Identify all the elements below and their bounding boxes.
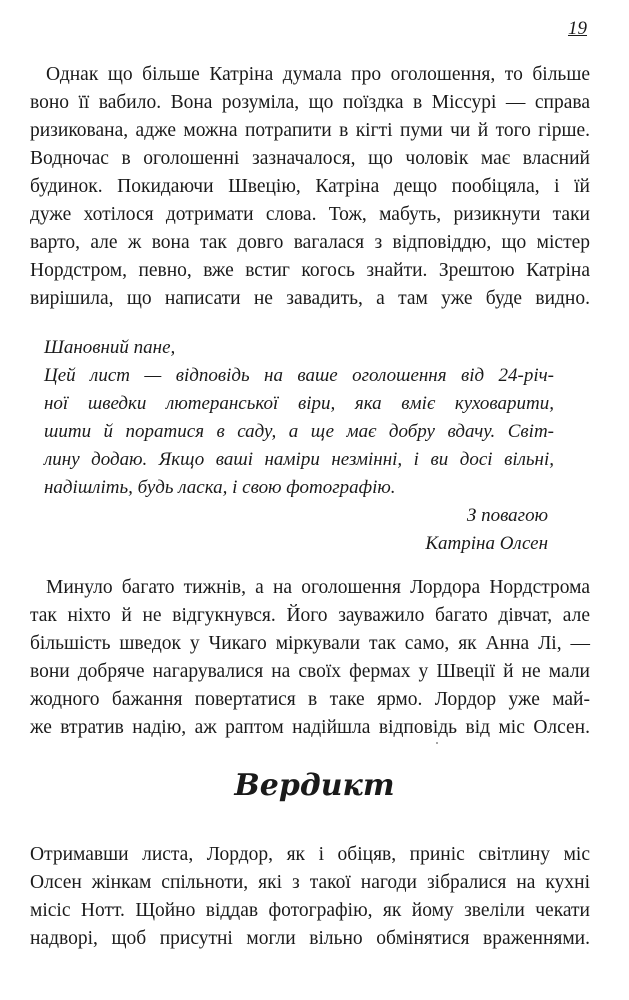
paragraph-2 bbox=[30, 574, 590, 742]
letter-line: шити й поратися в саду, а ще має добру вдачу. Світ- bbox=[44, 421, 554, 442]
page-number: 19 bbox=[568, 18, 587, 39]
text-line: так ніхто й не відгукнувся. Його зауважило багато дівчат, але bbox=[30, 605, 590, 626]
text-line: варто, але ж вона так довго вагалася з відповіддю, що містер bbox=[30, 232, 590, 253]
text-line: Отримавши листа, Лордор, як і обіцяв, приніс світлину міс bbox=[30, 844, 590, 865]
text-line: вони добряче нагарувалися на своїх фермах у Швеції й не мали bbox=[30, 661, 590, 682]
letter-line: Цей лист — відповідь на ваше оголошення від 24-річ- bbox=[44, 365, 554, 386]
section-heading: Вердикт bbox=[234, 768, 395, 803]
text-line: місіс Нотт. Щойно віддав фотографію, як йому звеліли чекати bbox=[30, 900, 590, 921]
text-line: же втратив надію, аж раптом надійшла відповідь від міс Олсен. bbox=[30, 717, 590, 738]
letter-line: ної шведки лютеранської віри, яка вміє куховарити, bbox=[44, 393, 554, 414]
text-line: жодного бажання повертатися в таке ярмо. Лордор уже май- bbox=[30, 689, 590, 710]
letter-block bbox=[44, 334, 554, 558]
print-speck bbox=[436, 742, 438, 744]
text-line: дуже хотілося дотримати слова. Тож, мабуть, ризикнути таки bbox=[30, 204, 590, 225]
text-line: Водночас в оголошенні зазначалося, що чоловік має власний bbox=[30, 148, 590, 169]
text-line: ризикована, адже можна потрапити в кігті пуми чи й того гірше. bbox=[30, 120, 590, 141]
text-line: надворі, щоб присутні могли вільно обмінятися враженнями. bbox=[30, 928, 590, 949]
text-line: Олсен жінкам спільноти, які з такої нагоди зібралися на кухні bbox=[30, 872, 590, 893]
paragraph-1 bbox=[30, 61, 590, 313]
letter-closing: З повагою bbox=[466, 505, 548, 526]
letter-salutation: Шановний пане, bbox=[44, 337, 176, 358]
text-line: воно її вабило. Вона розуміла, що поїздка в Міссурі — справа bbox=[30, 92, 590, 113]
letter-line: надішліть, будь ласка, і свою фотографію. bbox=[44, 477, 396, 498]
text-line: Нордстром, певно, вже встиг когось знайти. Зрештою Катріна bbox=[30, 260, 590, 281]
letter-signature: Катріна Олсен bbox=[425, 533, 548, 554]
text-line: Однак що більше Катріна думала про оголошення, то більше bbox=[46, 64, 590, 85]
text-line: будинок. Покидаючи Швецію, Катріна дещо пообіцяла, і їй bbox=[30, 176, 590, 197]
paragraph-3 bbox=[30, 841, 590, 953]
letter-line: лину додаю. Якщо ваші наміри незмінні, і ви досі вільні, bbox=[44, 449, 554, 470]
text-line: більшість шведок у Чикаго міркували так само, як Анна Лі, — bbox=[30, 633, 590, 654]
text-line: Минуло багато тижнів, а на оголошення Лордора Нордстрома bbox=[46, 577, 590, 598]
text-line: вирішила, що написати не завадить, а там уже буде видно. bbox=[30, 288, 590, 309]
